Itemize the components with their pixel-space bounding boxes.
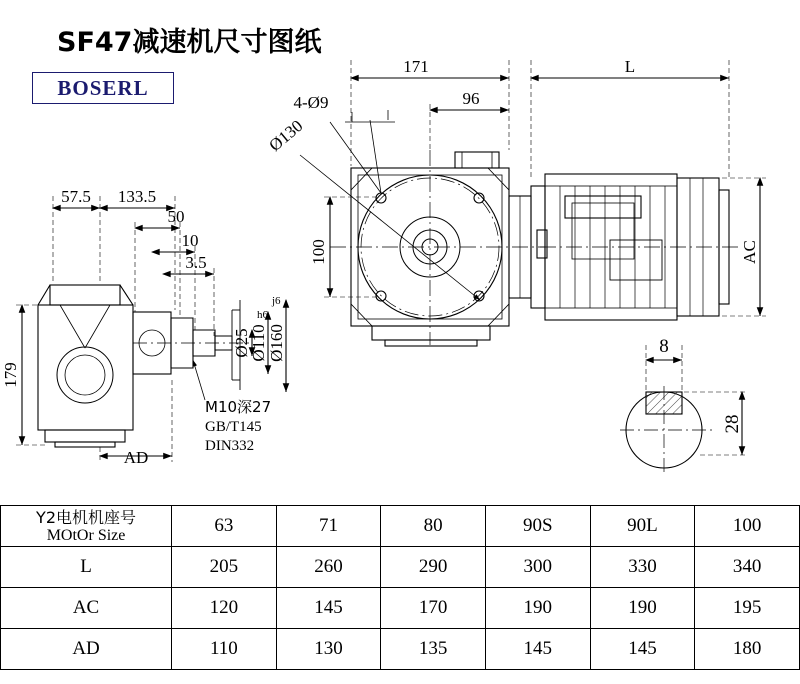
cell: 71 — [276, 506, 381, 547]
dim-179: 179 — [1, 362, 20, 388]
cell: 170 — [381, 588, 486, 629]
dim-d110-tolerance: j6 — [272, 295, 281, 307]
cell: 63 — [172, 506, 277, 547]
row-label-motor-size — [1, 506, 172, 547]
cell: 190 — [485, 588, 590, 629]
dim-10: 10 — [181, 231, 199, 250]
dimension-table — [0, 505, 800, 670]
cell: 110 — [172, 629, 277, 670]
row-label-L: L — [1, 547, 172, 588]
dim-4xd9: 4-Ø9 — [293, 93, 329, 112]
cell: 120 — [172, 588, 277, 629]
dim-100: 100 — [309, 239, 328, 265]
cell: 80 — [381, 506, 486, 547]
cell: 130 — [276, 629, 381, 670]
dim-key-8: 8 — [659, 336, 669, 357]
cell: 260 — [276, 547, 381, 588]
cell: 135 — [381, 629, 486, 670]
dim-3-5: 3.5 — [185, 253, 207, 272]
cell: 205 — [172, 547, 277, 588]
row-label-en: MOtOr Size — [46, 526, 126, 544]
dim-d25-tolerance: h6 — [257, 309, 268, 321]
dim-AC: AC — [740, 240, 759, 264]
cell: 290 — [381, 547, 486, 588]
row-label-AD: AD — [1, 629, 172, 670]
dim-L: L — [624, 57, 636, 76]
cell: 90L — [590, 506, 695, 547]
table-row — [1, 629, 800, 670]
note-thread: M10深27 — [205, 398, 272, 416]
cell: 145 — [485, 629, 590, 670]
dim-96: 96 — [462, 89, 480, 108]
cell: 145 — [590, 629, 695, 670]
dim-d160: Ø160 — [267, 324, 286, 362]
page-title: SF47减速机尺寸图纸 — [57, 27, 322, 58]
table-row — [1, 547, 800, 588]
note-standard-din: DIN332 — [205, 438, 255, 454]
dim-d25: Ø25 — [232, 328, 251, 358]
dim-50: 50 — [167, 207, 185, 226]
cell: 190 — [590, 588, 695, 629]
note-standard-gb: GB/T145 — [205, 419, 262, 435]
row-label-AC: AC — [1, 588, 172, 629]
row-label-cn: Y2电机机座号 — [36, 507, 137, 527]
dim-133-5: 133.5 — [117, 187, 157, 206]
brand-logo-text: BOSERL — [57, 75, 149, 100]
cell: 300 — [485, 547, 590, 588]
dim-57-5: 57.5 — [61, 187, 91, 206]
cell: 340 — [695, 547, 800, 588]
cell: 330 — [590, 547, 695, 588]
table-row — [1, 506, 800, 547]
dim-key-28: 28 — [722, 414, 743, 434]
cell: 195 — [695, 588, 800, 629]
dim-AD: AD — [123, 448, 149, 467]
cell: 145 — [276, 588, 381, 629]
cell: 180 — [695, 629, 800, 670]
dim-171: 171 — [403, 57, 429, 76]
dim-d110: Ø110 — [249, 324, 268, 362]
cell: 90S — [485, 506, 590, 547]
cell: 100 — [695, 506, 800, 547]
dim-d130: Ø130 — [265, 116, 307, 156]
table-row — [1, 588, 800, 629]
